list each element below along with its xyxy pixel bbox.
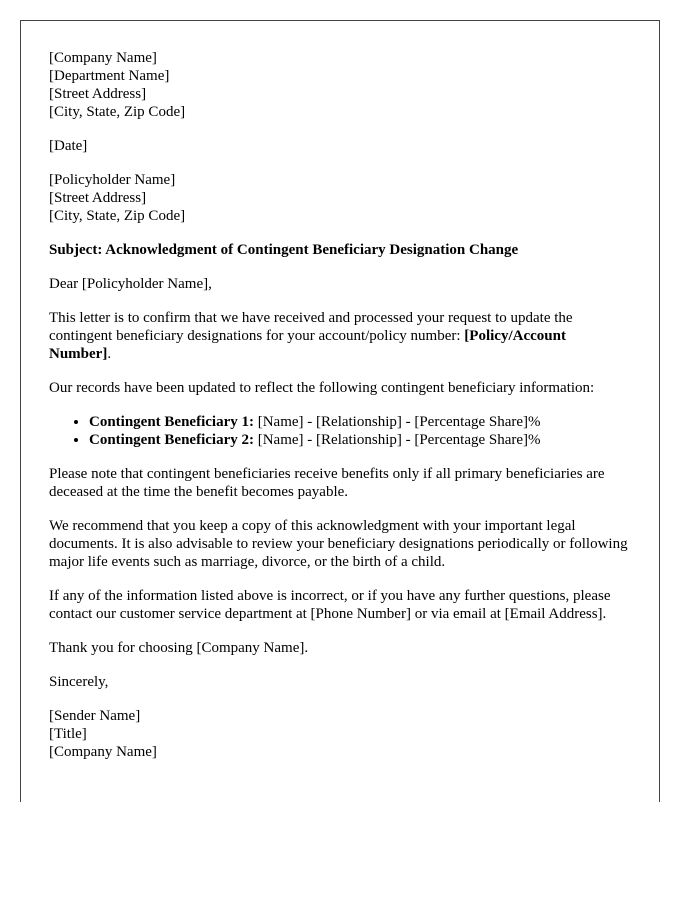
paragraph-confirmation [49, 309, 631, 363]
confirmation-end: . [107, 346, 112, 362]
sender-company: [Company Name] [49, 50, 157, 66]
sender-street: [Street Address] [49, 86, 147, 102]
beneficiary-details: [Name] - [Relationship] - [Percentage Share]% [253, 432, 541, 448]
beneficiary-list [49, 413, 631, 449]
recipient-street: [Street Address] [49, 190, 147, 206]
paragraph-records: Our records have been updated to reflect the following contingent beneficiary information: [49, 380, 595, 396]
signature-title: [Title] [49, 726, 87, 742]
paragraph-note: Please note that contingent beneficiaries receive benefits only if all primary beneficiaries are deceased at the time the benefit becomes payable. [49, 466, 605, 500]
signature-name: [Sender Name] [49, 708, 141, 724]
closing: Sincerely, [49, 674, 109, 690]
sender-department: [Department Name] [49, 68, 170, 84]
signature-company: [Company Name] [49, 744, 157, 760]
sender-city: [City, State, Zip Code] [49, 104, 186, 120]
list-item [89, 431, 631, 449]
letter-subject: Subject: Acknowledgment of Contingent Beneficiary Designation Change [49, 242, 519, 258]
beneficiary-label: Contingent Beneficiary 1: [89, 414, 254, 430]
paragraph-thanks: Thank you for choosing [Company Name]. [49, 640, 309, 656]
recipient-address [49, 171, 631, 225]
recipient-name: [Policyholder Name] [49, 172, 176, 188]
paragraph-recommendation: We recommend that you keep a copy of this acknowledgment with your important legal documents. It is also advisable to review your beneficiary designations periodically or following major life events such as marriage, divorce, or the birth of a child. [49, 518, 628, 570]
salutation: Dear [Policyholder Name], [49, 276, 212, 292]
paragraph-contact: If any of the information listed above is incorrect, or if you have any further questions, please contact our customer service department at [Phone Number] or via email at [Email Address]. [49, 588, 611, 622]
list-item [89, 413, 631, 431]
policy-number: [Policy/Account Number] [49, 328, 566, 362]
letter-date: [Date] [49, 138, 88, 154]
confirmation-text: This letter is to confirm that we have received and processed your request to update the contingent beneficiary designations for your account/policy number: [49, 310, 573, 344]
beneficiary-label: Contingent Beneficiary 2: [89, 432, 254, 448]
recipient-city: [City, State, Zip Code] [49, 208, 186, 224]
letter-page [20, 20, 660, 802]
sender-address [49, 49, 631, 121]
beneficiary-details: [Name] - [Relationship] - [Percentage Share]% [253, 414, 541, 430]
signature-block [49, 707, 631, 761]
